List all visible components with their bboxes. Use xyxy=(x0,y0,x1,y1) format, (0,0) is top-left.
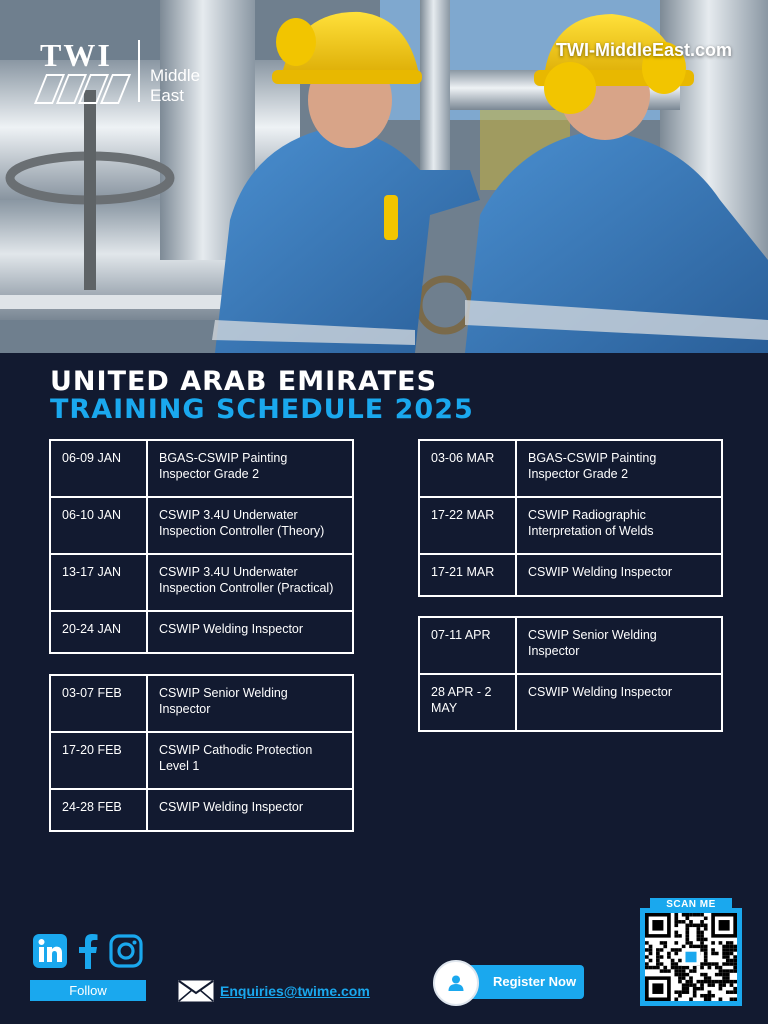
table-row xyxy=(419,554,722,596)
schedule-table-apr xyxy=(418,616,723,732)
social-icons-row xyxy=(30,932,146,970)
register-now-button[interactable] xyxy=(433,960,584,1004)
course-date: 17-22 MAR xyxy=(419,497,516,554)
course-date: 28 APR - 2 MAY xyxy=(419,674,516,731)
course-date: 07-11 APR xyxy=(419,617,516,674)
user-icon xyxy=(447,974,465,992)
table-row xyxy=(50,554,353,611)
register-now-label[interactable]: Register Now xyxy=(453,965,584,999)
follow-button[interactable]: Follow xyxy=(30,980,146,1001)
logo-text: TWI xyxy=(40,37,112,73)
instagram-icon[interactable] xyxy=(109,934,143,968)
schedule-table-jan xyxy=(49,439,354,654)
course-name: CSWIP Welding Inspector xyxy=(516,674,722,731)
logo-divider xyxy=(138,40,140,102)
course-name: CSWIP Welding Inspector xyxy=(516,554,722,596)
course-date: 17-21 MAR xyxy=(419,554,516,596)
course-name: CSWIP 3.4U Underwater Inspection Controller (Practical) xyxy=(147,554,353,611)
course-name: BGAS-CSWIP Painting Inspector Grade 2 xyxy=(516,440,722,497)
course-name: CSWIP 3.4U Underwater Inspection Controller (Theory) xyxy=(147,497,353,554)
twi-logo xyxy=(40,37,201,106)
course-date: 06-10 JAN xyxy=(50,497,147,554)
email-contact xyxy=(178,980,370,1002)
email-link[interactable]: Enquiries@twime.com xyxy=(220,983,370,999)
page-title-schedule: TRAINING SCHEDULE 2025 xyxy=(50,394,474,425)
course-name: CSWIP Senior Welding Inspector xyxy=(147,675,353,732)
qr-code-icon[interactable] xyxy=(645,913,737,1001)
logo-region xyxy=(150,66,200,106)
course-date: 03-06 MAR xyxy=(419,440,516,497)
course-name: BGAS-CSWIP Painting Inspector Grade 2 xyxy=(147,440,353,497)
table-row xyxy=(50,611,353,653)
website-link[interactable]: TWI-MiddleEast.com xyxy=(555,40,732,60)
course-name: CSWIP Welding Inspector xyxy=(147,789,353,831)
course-date: 03-07 FEB xyxy=(50,675,147,732)
logo-region-line2: East xyxy=(150,86,185,105)
course-name: CSWIP Welding Inspector xyxy=(147,611,353,653)
schedule-table-mar xyxy=(418,439,723,597)
table-row xyxy=(419,674,722,731)
logo-bars-graphic xyxy=(40,74,126,104)
table-row xyxy=(419,440,722,497)
table-row xyxy=(50,440,353,497)
hero-photo xyxy=(0,0,768,353)
qr-code-block[interactable] xyxy=(640,898,742,1006)
course-date: 24-28 FEB xyxy=(50,789,147,831)
envelope-icon xyxy=(178,980,214,1002)
course-name: CSWIP Radiographic Interpretation of Welds xyxy=(516,497,722,554)
user-icon-circle[interactable] xyxy=(433,960,479,1006)
logo-region-line1: Middle xyxy=(150,66,201,85)
course-date: 13-17 JAN xyxy=(50,554,147,611)
table-row xyxy=(50,789,353,831)
twi-logo-mark xyxy=(40,37,126,104)
course-date: 20-24 JAN xyxy=(50,611,147,653)
facebook-icon[interactable] xyxy=(77,933,99,969)
course-name: CSWIP Senior Welding Inspector xyxy=(516,617,722,674)
table-row xyxy=(50,497,353,554)
table-row xyxy=(419,497,722,554)
qr-code-frame xyxy=(640,908,742,1006)
table-row xyxy=(50,732,353,789)
linkedin-icon[interactable] xyxy=(33,934,67,968)
page-title-country: UNITED ARAB EMIRATES xyxy=(50,366,438,397)
course-date: 17-20 FEB xyxy=(50,732,147,789)
course-name: CSWIP Cathodic Protection Level 1 xyxy=(147,732,353,789)
course-date: 06-09 JAN xyxy=(50,440,147,497)
schedule-table-feb xyxy=(49,674,354,832)
social-links xyxy=(30,932,146,1001)
table-row xyxy=(50,675,353,732)
table-row xyxy=(419,617,722,674)
scan-me-label: SCAN ME xyxy=(650,898,732,912)
